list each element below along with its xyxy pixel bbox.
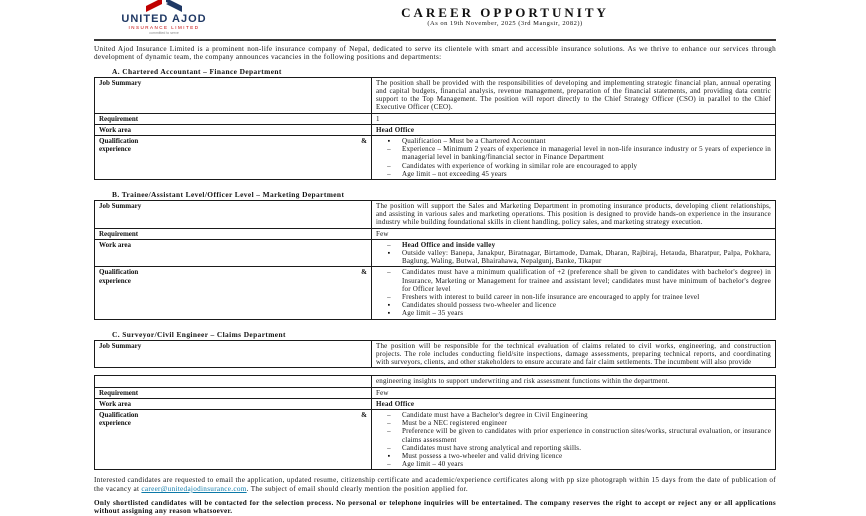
page-date-line: (As on 19th November, 2025 (3rd Mangsir, 2082))	[427, 20, 583, 27]
table-row	[95, 113, 776, 124]
instructions-text-before: Interested candidates are requested to email the application, updated resume, citizenship certificate and academic/experience certificates along with pp size photograph within 15 days from the date of publication of the vacancy at	[94, 476, 776, 493]
work-area-label: Work area	[95, 124, 372, 135]
work-area-value: Head Office	[372, 398, 776, 409]
table-row	[95, 228, 776, 239]
bullet-marker: –	[387, 410, 391, 419]
qualification-label: Qualification & experience	[95, 409, 372, 469]
job-summary-value: The position shall be provided with the responsibilities of developing and implementing strategic financial plan, annual operating and capital budgets, financial analysis, revenue management, preparation of the financial statements, and providing data centric support to the Top Management. The position will report directly to the Chief Strategy Officer (CSO) in parallel to the Chief Executive Officer (CEO).	[372, 77, 776, 113]
requirement-label: Requirement	[95, 387, 372, 398]
flag-icon	[144, 0, 184, 14]
requirement-label: Requirement	[95, 228, 372, 239]
page-break-gap	[94, 368, 776, 375]
bullet-marker: –	[387, 460, 391, 469]
experience-label: experience	[99, 145, 131, 154]
table-row	[95, 267, 776, 319]
ampersand: &	[361, 410, 367, 419]
job-summary-label: Job Summary	[95, 201, 372, 229]
company-logo	[94, 0, 234, 36]
table-row	[95, 77, 776, 113]
qualification-value	[372, 267, 776, 319]
table-row	[95, 398, 776, 409]
job-summary-label: Job Summary	[95, 340, 372, 368]
list-item: – Age limit – 40 years	[376, 460, 771, 468]
job-summary-continuation-label	[95, 376, 372, 387]
work-area-label: Work area	[95, 398, 372, 409]
list-item: ▪ Age limit – 35 years	[376, 309, 771, 317]
bullet-marker: –	[387, 419, 391, 428]
list-item: – Preference will be given to candidates with prior experience in construction sites/works, structural evaluation, or insurance claims assessment	[376, 427, 771, 443]
ampersand: &	[361, 137, 367, 146]
list-item: ▪ Outside valley: Banepa, Janakpur, Biratnagar, Birtamode, Damak, Dharan, Rajbiraj, Hetauda, Bharatpur, Palpa, Pokhara, Baglung, Waling, Butwal, Bhairahawa, Nepalgunj, Banke, Tikapur	[376, 249, 771, 265]
work-area-label: Work area	[95, 239, 372, 267]
qualification-value	[372, 409, 776, 469]
bullet-marker: –	[387, 240, 391, 249]
application-email-link[interactable]: career@unitedajodinsurance.com	[141, 484, 247, 493]
ampersand: &	[361, 268, 367, 277]
bullet-marker: ▪	[387, 301, 391, 310]
list-item: ▪ Candidates should possess two-wheeler and licence	[376, 301, 771, 309]
list-item: – Candidates must have a minimum qualification of +2 (preference shall be given to candidates with bachelor's degree) in Insurance, Marketing or Management for trainee and assistant level; candidates must have minimum of bachelor's degree for Officer level	[376, 268, 771, 293]
work-area-value	[372, 239, 776, 267]
list-item: – Experience – Minimum 2 years of experience in managerial level in non-life insurance industry or 5 years of experience in managerial level in banking/financial sector in Finance Department	[376, 145, 771, 161]
logo-tagline: committed to serve	[149, 31, 179, 35]
bullet-marker: –	[387, 145, 391, 154]
job-summary-label: Job Summary	[95, 77, 372, 113]
vacancy-document	[94, 0, 776, 516]
list-item: ▪ Must possess a two-wheeler and valid driving licence	[376, 452, 771, 460]
intro-paragraph: United Ajod Insurance Limited is a prominent non-life insurance company of Nepal, dedicated to serve its clientele with smart and accessible insurance solutions. As we thrive to enhance our services through development of dynamic team, the company announces vacancies in the following positions and departments:	[94, 45, 776, 62]
table-row	[95, 409, 776, 469]
work-area-value: Head Office	[372, 124, 776, 135]
table-row	[95, 124, 776, 135]
list-item: – Age limit – not exceeding 45 years	[376, 170, 771, 178]
bullet-marker: –	[387, 427, 391, 436]
experience-label: experience	[99, 276, 131, 285]
section-b-heading: B. Trainee/Assistant Level/Officer Level – Marketing Department	[112, 190, 345, 200]
logo-subtitle: INSURANCE LIMITED	[128, 25, 200, 30]
table-row	[95, 387, 776, 398]
table-row	[95, 239, 776, 267]
list-item: – Head Office and inside valley	[376, 241, 771, 249]
table-row	[95, 340, 776, 368]
list-item: – Candidate must have a Bachelor's degree in Civil Engineering	[376, 411, 771, 419]
section-c-table-part1	[94, 340, 776, 369]
list-item: – Freshers with interest to build career in non-life insurance are encouraged to apply for trainee level	[376, 293, 771, 301]
list-item: ▪ Qualification – Must be a Chartered Accountant	[376, 137, 771, 145]
list-item: – Must be a NEC registered engineer	[376, 419, 771, 427]
table-row	[95, 201, 776, 229]
qualification-value	[372, 136, 776, 180]
qualification-label: Qualification & experience	[95, 267, 372, 319]
bullet-marker: ▪	[387, 249, 391, 258]
table-row	[95, 376, 776, 387]
application-instructions	[94, 476, 776, 493]
requirement-value: Few	[372, 228, 776, 239]
section-c-table-part2	[94, 375, 776, 470]
bullet-marker: –	[387, 161, 391, 170]
requirement-value: Few	[372, 387, 776, 398]
job-summary-value-part2: engineering insights to support underwriting and risk assessment functions within the department.	[372, 376, 776, 387]
instructions-text-after: . The subject of email should clearly mention the position applied for.	[246, 484, 468, 493]
bullet-marker: ▪	[387, 137, 391, 146]
qualification-label: Qualification & experience	[95, 136, 372, 180]
bullet-marker: –	[387, 443, 391, 452]
logo-company-name: UNITED AJOD	[121, 13, 207, 25]
disclaimer-paragraph: Only shortlisted candidates will be contacted for the selection process. No personal or telephone inquiries will be entertained. The company reserves the right to accept or reject any or all applications without assigning any reason whatsoever.	[94, 498, 776, 516]
bullet-marker: –	[387, 169, 391, 178]
section-a-heading: A. Chartered Accountant – Finance Department	[112, 66, 282, 76]
header-divider	[94, 39, 776, 41]
bullet-marker: ▪	[387, 451, 391, 460]
requirement-label: Requirement	[95, 113, 372, 124]
section-a-table	[94, 77, 776, 180]
job-summary-value-part1: The position will be responsible for the technical evaluation of claims related to civil works, engineering, and construction projects. The role includes conducting field/site inspections, damage assessments, preparing technical reports, and coordinating with surveyors, clients, and other stakeholders to ensure accurate and fair claim settlements. The incumbent will also provide	[372, 340, 776, 368]
header-title-block	[234, 0, 776, 28]
requirement-value: 1	[372, 113, 776, 124]
experience-label: experience	[99, 419, 131, 428]
job-summary-value: The position will support the Sales and Marketing Department in promoting insurance products, developing client relationships, and assisting in various sales and marketing operations. This position is designed to provide hands-on experience in the insurance industry while building foundational skills in client handling, policy sales, and marketing strategy execution.	[372, 201, 776, 229]
bullet-marker: –	[387, 268, 391, 277]
section-c-heading: C. Surveyor/Civil Engineer – Claims Department	[112, 329, 286, 339]
document-header	[94, 0, 776, 36]
page-title: CAREER OPPORTUNITY	[401, 5, 609, 20]
table-row	[95, 136, 776, 180]
list-item: – Candidates must have strong analytical and reporting skills.	[376, 444, 771, 452]
section-b-table	[94, 200, 776, 320]
bullet-marker: –	[387, 293, 391, 302]
list-item: – Candidates with experience of working in similar role are encouraged to apply	[376, 162, 771, 170]
bullet-marker: ▪	[387, 309, 391, 318]
